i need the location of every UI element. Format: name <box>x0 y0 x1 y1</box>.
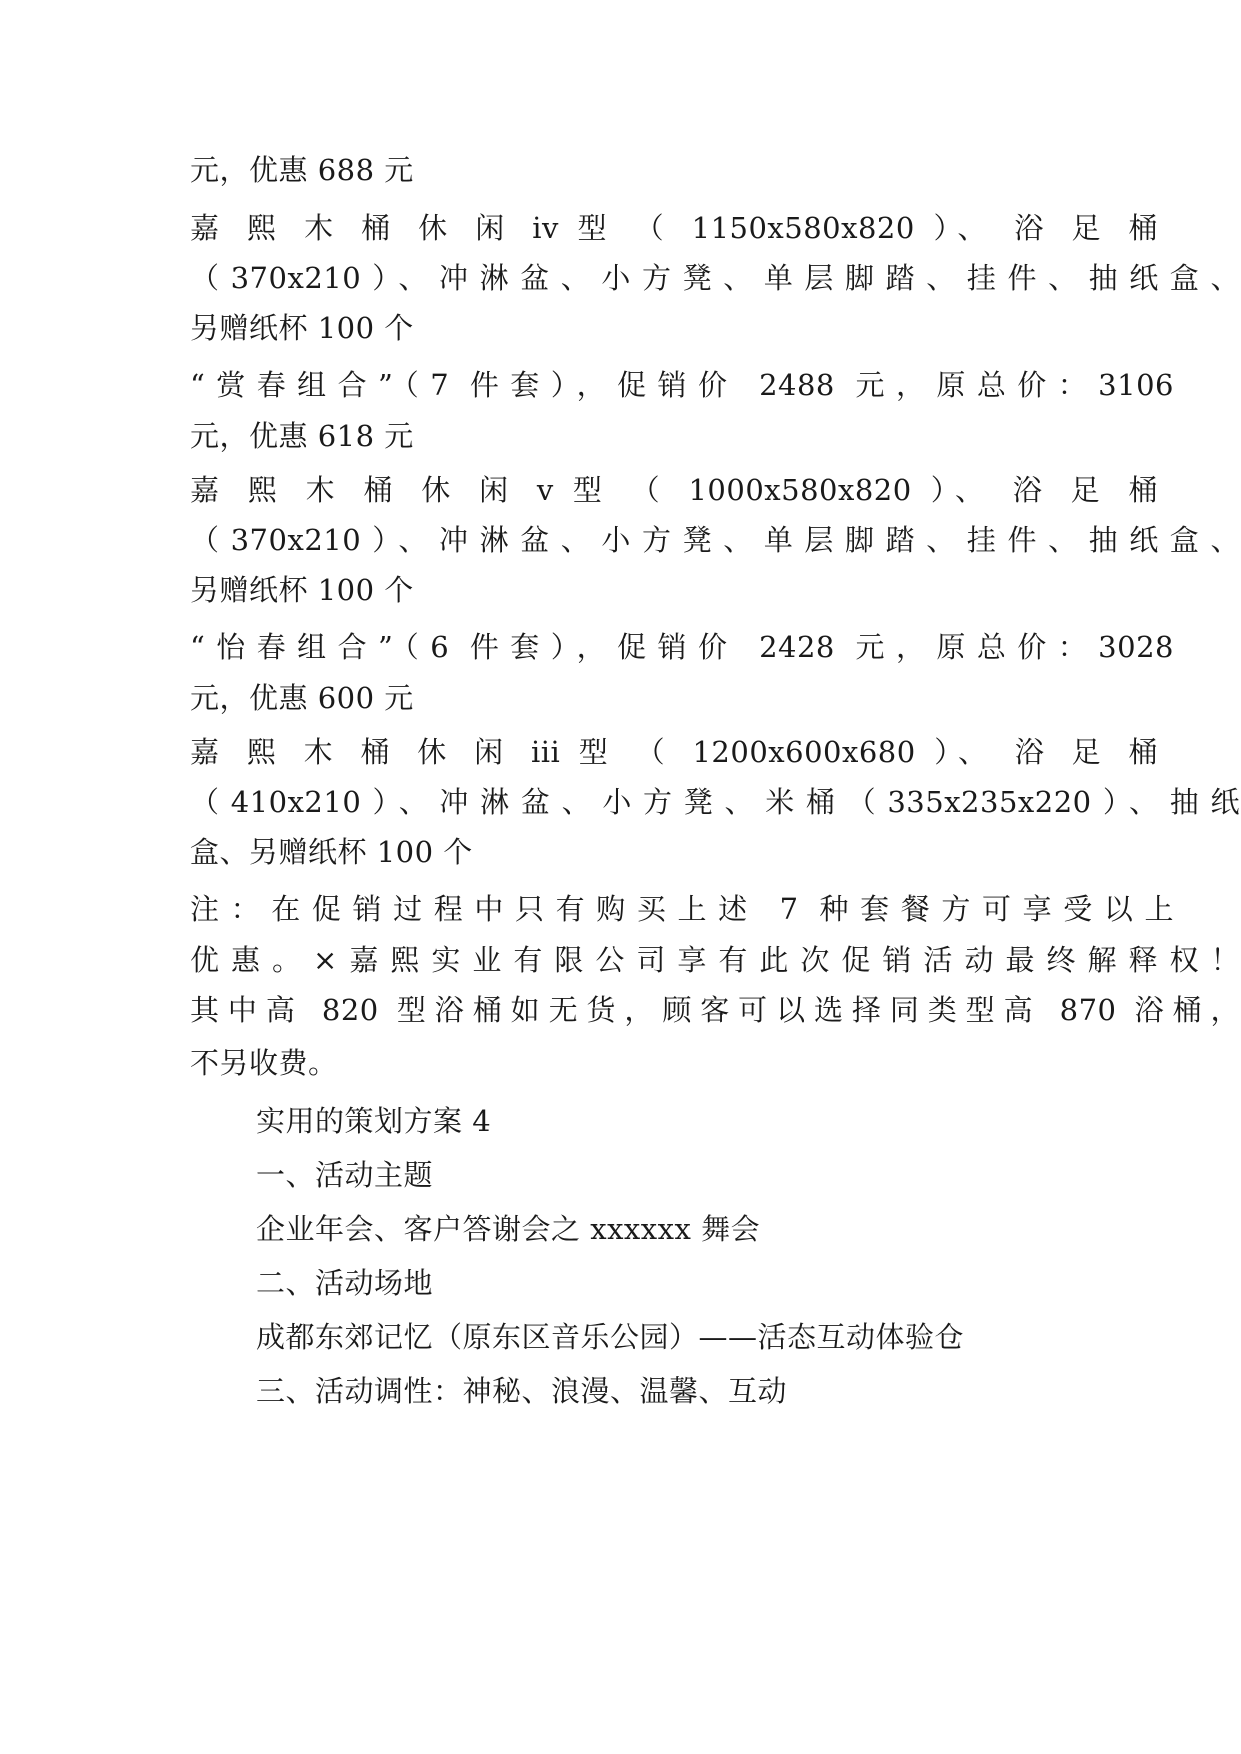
text-line <box>0 889 1241 929</box>
text-line: 另赠纸杯 100 个 <box>190 311 414 345</box>
text-line <box>0 208 1241 248</box>
text-line <box>0 365 1241 405</box>
text-line: 盒、另赠纸杯 100 个 <box>190 835 473 869</box>
section-heading: 一、活动主题 <box>256 1158 434 1192</box>
text-line-justified: （370x210）、冲淋盆、小方凳、单层脚踏、挂件、抽纸盒、 <box>190 261 1240 295</box>
text-line: 另赠纸杯 100 个 <box>190 573 414 607</box>
text-line-justified: （410x210）、冲淋盆、小方凳、米桶（335x235x220）、抽纸 <box>190 785 1240 819</box>
text-line-justified: 优惠。×嘉熙实业有限公司享有此次促销活动最终解释权！ <box>190 943 1240 977</box>
text-line <box>0 258 1241 298</box>
text-line-justified: “怡春组合”（6 件套），促销价 2428 元，原总价：3028 <box>190 630 1174 664</box>
text-line: 元，优惠 600 元 <box>190 681 414 715</box>
text-line: 元，优惠 618 元 <box>190 419 414 453</box>
text-line-justified: 嘉 熙 木 桶 休 闲 v 型 （ 1000x580x820 ）、 浴 足 桶 <box>190 473 1158 507</box>
text-line: 企业年会、客户答谢会之 xxxxxx 舞会 <box>256 1212 761 1246</box>
section-heading: 实用的策划方案 4 <box>256 1104 492 1138</box>
text-line <box>0 520 1241 560</box>
text-line <box>0 732 1241 772</box>
text-line-justified: 注：在促销过程中只有购买上述 7 种套餐方可享受以上 <box>190 892 1174 926</box>
section-heading: 三、活动调性：神秘、浪漫、温馨、互动 <box>256 1374 788 1408</box>
text-line-justified: 嘉 熙 木 桶 休 闲 iii 型 （ 1200x600x680 ）、 浴 足 桶 <box>190 735 1158 769</box>
text-line: 成都东郊记忆（原东区音乐公园）——活态互动体验仓 <box>256 1320 965 1354</box>
text-line: 元，优惠 688 元 <box>190 153 414 187</box>
text-line <box>0 470 1241 510</box>
text-line-justified: （370x210）、冲淋盆、小方凳、单层脚踏、挂件、抽纸盒、 <box>190 523 1240 557</box>
text-line-justified: “赏春组合”（7 件套），促销价 2488 元，原总价：3106 <box>190 368 1174 402</box>
section-heading: 二、活动场地 <box>256 1266 434 1300</box>
text-line <box>0 990 1241 1030</box>
text-line: 不另收费。 <box>190 1046 338 1080</box>
text-line-justified: 其中高 820 型浴桶如无货，顾客可以选择同类型高 870 浴桶， <box>190 993 1240 1027</box>
text-line-justified: 嘉 熙 木 桶 休 闲 iv 型 （ 1150x580x820 ）、 浴 足 桶 <box>190 211 1158 245</box>
text-line <box>0 782 1241 822</box>
text-line <box>0 940 1241 980</box>
text-line <box>0 627 1241 667</box>
